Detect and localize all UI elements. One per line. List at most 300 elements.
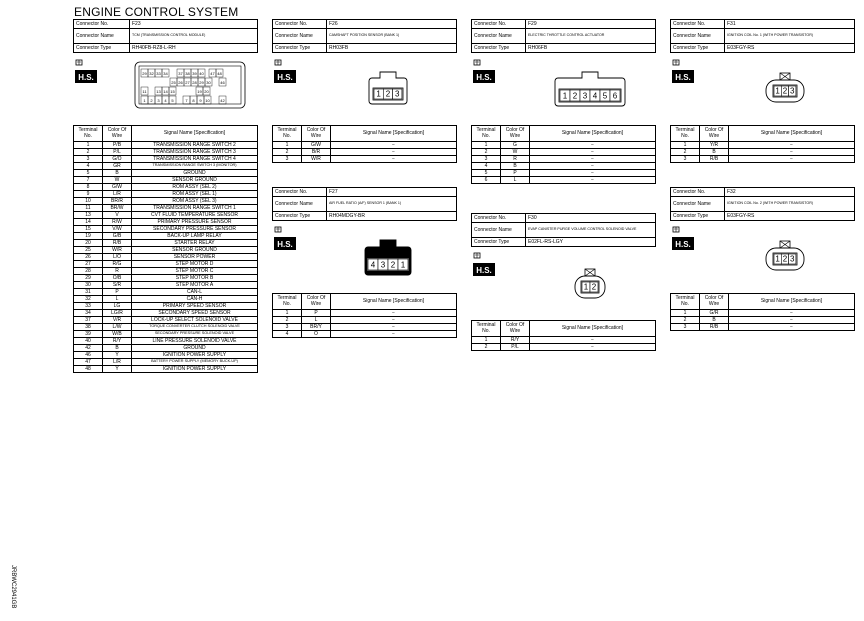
connector-no-value: F29 (526, 20, 656, 29)
connector-f32-face (763, 240, 807, 272)
pin-label: 2 (150, 98, 153, 103)
connector-f31-face (763, 72, 807, 104)
connector-f31-header (670, 19, 855, 53)
pin-label: 25 (171, 80, 176, 85)
signal-name-cell: − (530, 149, 656, 156)
wire-color-cell: BR/W (103, 205, 132, 212)
table-row (74, 233, 258, 240)
wire-color-cell: G/R (700, 310, 729, 317)
connector-no-label: Connector No. (671, 20, 725, 29)
wire-color-cell: G/W (103, 184, 132, 191)
table-row (472, 156, 656, 163)
svg-text:H.S.: H.S. (277, 73, 293, 82)
table-row (472, 149, 656, 156)
signal-name-cell: SECONDARY PRESSURE SOLENOID VALVE (132, 331, 258, 338)
wire-color-cell: W/R (302, 156, 331, 163)
pin-label: 14 (163, 89, 168, 94)
wire-color-cell: R/G (103, 261, 132, 268)
wire-color-cell: GR (103, 163, 132, 170)
wire-color-cell: P (103, 289, 132, 296)
pin-label: 9 (199, 98, 202, 103)
connector-f23-terminal-table (73, 125, 258, 373)
table-row (74, 331, 258, 338)
pin-label: 3 (157, 98, 160, 103)
terminal-no-cell: 3 (74, 156, 103, 163)
table-row (74, 219, 258, 226)
connector-name-value: IGNITION COIL No. 2 (WITH POWER TRANSISTOR) (725, 197, 855, 212)
connector-type-value: RH40FB-RZ8-L-RH (130, 44, 258, 53)
connector-name-label: Connector Name (472, 223, 526, 238)
signal-name-cell: − (530, 344, 656, 351)
svg-text:H.S.: H.S. (675, 73, 691, 82)
connector-no-label: Connector No. (74, 20, 130, 29)
connector-f32-header (670, 187, 855, 221)
table-row (74, 345, 258, 352)
signal-name-cell: − (331, 142, 457, 149)
terminal-no-cell: 3 (472, 156, 501, 163)
pin-label: 7 (185, 98, 188, 103)
wire-color-cell: BR/Y (302, 324, 331, 331)
terminal-no-cell: 5 (74, 170, 103, 177)
pin-label: 2 (591, 282, 597, 292)
signal-name-cell: IGNITION POWER SUPPLY (132, 352, 258, 359)
connector-f26-header (272, 19, 457, 53)
table-row (74, 359, 258, 366)
pin-label: 42 (220, 98, 225, 103)
connector-type-label: Connector Type (273, 212, 327, 221)
signal-name-cell: − (331, 324, 457, 331)
wire-color-cell: L (501, 177, 530, 184)
signal-name-cell: TRANSMISSION RANGE SWITCH 2 (132, 142, 258, 149)
connector-f29-terminal-table (471, 125, 656, 184)
wire-color-cell: LG (103, 303, 132, 310)
wire-color-cell: Y (103, 352, 132, 359)
terminal-no-cell: 3 (273, 156, 302, 163)
signal-name-cell: SENSOR GROUND (132, 247, 258, 254)
connector-f30-face (572, 268, 608, 300)
wire-color-header: Color Of Wire (103, 126, 132, 142)
table-row (74, 184, 258, 191)
connector-no-value: F26 (327, 20, 457, 29)
connector-f29-face (552, 70, 628, 108)
pin-label: 29 (199, 80, 204, 85)
pin-label: 10 (205, 98, 210, 103)
terminal-no-cell: 19 (74, 233, 103, 240)
signal-name-cell: − (331, 317, 457, 324)
terminal-no-cell: 39 (74, 331, 103, 338)
pin-label: 47 (210, 71, 215, 76)
terminal-no-cell: 31 (74, 289, 103, 296)
pin-label: 15 (170, 89, 175, 94)
signal-name-header: Signal Name [Specification] (729, 294, 855, 310)
pin-label: 37 (178, 71, 183, 76)
wire-color-cell: P (302, 310, 331, 317)
pin-label: 11 (142, 89, 147, 94)
connector-name-value: CAMSHAFT POSITION SENSOR (BANK 1) (327, 29, 457, 44)
wire-color-cell: R/B (700, 156, 729, 163)
terminal-no-cell: 1 (74, 142, 103, 149)
connector-no-value: F27 (327, 188, 457, 197)
signal-name-cell: − (530, 177, 656, 184)
terminal-no-header: Terminal No. (472, 321, 501, 337)
signal-name-cell: SENSOR GROUND (132, 177, 258, 184)
terminal-no-cell: 1 (273, 310, 302, 317)
pin-label: 5 (602, 91, 608, 101)
table-row (74, 170, 258, 177)
table-row (74, 324, 258, 331)
terminal-no-header: Terminal No. (472, 126, 501, 142)
connector-name-value: AIR FUEL RATIO (A/F) SENSOR 1 (BANK 1) (327, 197, 457, 212)
connector-no-value: F32 (725, 188, 855, 197)
terminal-no-cell: 29 (74, 275, 103, 282)
table-row (273, 156, 457, 163)
signal-name-cell: TRANSMISSION RANGE SWITCH 4 (132, 156, 258, 163)
wire-color-cell: G/O (103, 156, 132, 163)
table-row (74, 142, 258, 149)
wire-color-header: Color Of Wire (700, 126, 729, 142)
signal-name-cell: STEP MOTOR D (132, 261, 258, 268)
table-row (74, 240, 258, 247)
wire-color-cell: Y/R (700, 142, 729, 149)
signal-name-cell: − (331, 310, 457, 317)
signal-name-header: Signal Name [Specification] (331, 126, 457, 142)
pin-label: 2 (385, 89, 391, 99)
terminal-no-cell: 32 (74, 296, 103, 303)
terminal-no-cell: 2 (671, 317, 700, 324)
wire-color-cell: L (302, 317, 331, 324)
connector-name-value: ELECTRIC THROTTLE CONTROL ACTUATOR (526, 29, 656, 44)
table-row (74, 198, 258, 205)
connector-f26-face (366, 70, 410, 106)
pin-label: 8 (192, 98, 195, 103)
wire-color-cell: P/L (501, 344, 530, 351)
table-row (74, 177, 258, 184)
wire-color-cell: G (501, 142, 530, 149)
pin-label: 34 (163, 71, 168, 76)
terminal-no-cell: 3 (273, 324, 302, 331)
connector-type-value: E02FL-RS-LGY (526, 238, 656, 247)
wire-color-cell: R/B (103, 240, 132, 247)
wire-color-cell: B (501, 163, 530, 170)
table-row (74, 352, 258, 359)
signal-name-header: Signal Name [Specification] (331, 294, 457, 310)
table-row (671, 156, 855, 163)
pin-label: 39 (192, 71, 197, 76)
pin-label: 46 (220, 80, 225, 85)
terminal-no-header: Terminal No. (273, 126, 302, 142)
connector-f29-header (471, 19, 656, 53)
wire-color-cell: O (302, 331, 331, 338)
terminal-no-cell: 2 (671, 149, 700, 156)
connector-name-label: Connector Name (74, 29, 130, 44)
connector-type-value: RH06FB (526, 44, 656, 53)
wire-color-cell: B/R (302, 149, 331, 156)
table-row (74, 282, 258, 289)
terminal-no-cell: 30 (74, 282, 103, 289)
pin-label: 1 (775, 254, 780, 264)
pin-label: 3 (790, 86, 795, 96)
table-row (74, 275, 258, 282)
terminal-no-cell: 27 (74, 261, 103, 268)
wire-color-cell: P (501, 170, 530, 177)
harness-side-icon (472, 252, 498, 278)
wire-color-cell: B (103, 170, 132, 177)
terminal-no-cell: 4 (472, 163, 501, 170)
connector-type-label: Connector Type (671, 212, 725, 221)
signal-name-cell: ROM ASSY (SEL 3) (132, 198, 258, 205)
signal-name-cell: LINE PRESSURE SOLENOID VALVE (132, 338, 258, 345)
pin-label: 2 (782, 86, 788, 96)
connector-name-value: TCM (TRANSMISSION CONTROL MODULE) (130, 29, 258, 44)
table-row (74, 268, 258, 275)
signal-name-cell: SECONDARY SPEED SENSOR (132, 310, 258, 317)
pin-label: 32 (149, 71, 154, 76)
terminal-no-cell: 25 (74, 247, 103, 254)
pin-label: 3 (790, 254, 795, 264)
connector-f27-header (272, 187, 457, 221)
table-row (273, 331, 457, 338)
pin-label: 38 (185, 71, 190, 76)
wire-color-header: Color Of Wire (501, 126, 530, 142)
table-row (74, 366, 258, 373)
connector-no-label: Connector No. (273, 20, 327, 29)
wire-color-cell: B (700, 149, 729, 156)
connector-type-value: RH04MDGY-BR (327, 212, 457, 221)
pin-label: 3 (380, 260, 386, 270)
signal-name-cell: − (729, 149, 855, 156)
wire-color-cell: Y (103, 366, 132, 373)
terminal-no-cell: 9 (74, 191, 103, 198)
wire-color-cell: R (103, 268, 132, 275)
connector-type-label: Connector Type (472, 44, 526, 53)
wire-color-cell: W/B (103, 331, 132, 338)
terminal-no-cell: 8 (74, 184, 103, 191)
connector-no-label: Connector No. (472, 20, 526, 29)
harness-side-icon (273, 59, 299, 85)
wire-color-cell: V/W (103, 226, 132, 233)
signal-name-cell: TRANSMISSION RANGE SWITCH 3 (132, 149, 258, 156)
pin-label: 29 (142, 71, 147, 76)
signal-name-cell: STARTER RELAY (132, 240, 258, 247)
terminal-no-cell: 40 (74, 338, 103, 345)
pin-label: 4 (370, 260, 376, 270)
signal-name-cell: GROUND (132, 170, 258, 177)
pin-label: 5 (171, 98, 174, 103)
table-row (671, 317, 855, 324)
pin-label: 1 (562, 91, 568, 101)
terminal-no-cell: 26 (74, 254, 103, 261)
terminal-no-cell: 4 (74, 163, 103, 170)
table-row (273, 324, 457, 331)
harness-side-icon (671, 226, 697, 252)
pin-label: 2 (390, 260, 396, 270)
signal-name-header: Signal Name [Specification] (530, 321, 656, 337)
connector-no-label: Connector No. (671, 188, 725, 197)
svg-text:H.S.: H.S. (277, 240, 293, 249)
table-row (74, 226, 258, 233)
wire-color-cell: L/R (103, 359, 132, 366)
table-row (74, 303, 258, 310)
pin-label: 1 (376, 89, 381, 99)
connector-f23-header (73, 19, 258, 53)
terminal-no-cell: 3 (671, 324, 700, 331)
wire-color-cell: W (501, 149, 530, 156)
table-row (74, 310, 258, 317)
signal-name-cell: − (331, 331, 457, 338)
signal-name-cell: − (530, 142, 656, 149)
signal-name-cell: − (729, 310, 855, 317)
connector-type-value: E03FGY-RS (725, 44, 855, 53)
terminal-no-cell: 38 (74, 324, 103, 331)
connector-name-value: IGNITION COIL No. 1 (WITH POWER TRANSISTOR) (725, 29, 855, 44)
table-row (273, 149, 457, 156)
terminal-no-cell: 20 (74, 240, 103, 247)
signal-name-cell: TORQUE CONVERTER CLUTCH SOLENOID VALVE (132, 324, 258, 331)
pin-label: 28 (192, 80, 197, 85)
wire-color-cell: V/R (103, 317, 132, 324)
signal-name-cell: IGNITION POWER SUPPLY (132, 366, 258, 373)
pin-label: 4 (164, 98, 167, 103)
connector-f31-terminal-table (670, 125, 855, 163)
signal-name-cell: CAN-L (132, 289, 258, 296)
wire-color-cell: L/W (103, 324, 132, 331)
terminal-no-cell: 48 (74, 366, 103, 373)
connector-f23-face (133, 60, 247, 110)
terminal-no-cell: 11 (74, 205, 103, 212)
pin-label: 19 (197, 89, 202, 94)
connector-name-value: EVAP CANISTER PURGE VOLUME CONTROL SOLENOID VALVE (526, 223, 656, 238)
terminal-no-cell: 15 (74, 226, 103, 233)
connector-name-label: Connector Name (671, 29, 725, 44)
table-row (74, 247, 258, 254)
connector-no-value: F30 (526, 214, 656, 223)
table-row (671, 149, 855, 156)
connector-no-value: F23 (130, 20, 258, 29)
terminal-no-cell: 33 (74, 303, 103, 310)
terminal-no-cell: 3 (671, 156, 700, 163)
table-row (74, 317, 258, 324)
wire-color-cell: R/Y (103, 338, 132, 345)
pin-label: 1 (583, 282, 589, 292)
pin-label: 2 (572, 91, 578, 101)
terminal-no-header: Terminal No. (273, 294, 302, 310)
table-row (74, 205, 258, 212)
wire-color-header: Color Of Wire (302, 126, 331, 142)
signal-name-cell: BATTERY POWER SUPPLY (MEMORY BUCK-UP) (132, 359, 258, 366)
wire-color-header: Color Of Wire (700, 294, 729, 310)
signal-name-cell: PRIMARY SPEED SENSOR (132, 303, 258, 310)
signal-name-cell: − (530, 337, 656, 344)
pin-label: 33 (156, 71, 161, 76)
table-row (74, 212, 258, 219)
table-row (74, 289, 258, 296)
signal-name-cell: − (530, 170, 656, 177)
pin-label: 1 (400, 260, 406, 270)
wire-color-header: Color Of Wire (501, 321, 530, 337)
wire-color-cell: R (501, 156, 530, 163)
harness-side-icon (273, 226, 299, 252)
pin-label: 30 (206, 80, 211, 85)
table-row (472, 337, 656, 344)
signal-name-cell: SENSOR POWER (132, 254, 258, 261)
connector-type-label: Connector Type (472, 238, 526, 247)
table-row (472, 170, 656, 177)
terminal-no-cell: 1 (472, 142, 501, 149)
signal-name-cell: ROM ASSY (SEL 1) (132, 191, 258, 198)
wire-color-header: Color Of Wire (302, 294, 331, 310)
connector-no-label: Connector No. (273, 188, 327, 197)
table-row (273, 317, 457, 324)
terminal-no-cell: 2 (472, 149, 501, 156)
table-row (671, 310, 855, 317)
terminal-no-cell: 1 (273, 142, 302, 149)
terminal-no-cell: 2 (472, 344, 501, 351)
connector-no-label: Connector No. (472, 214, 526, 223)
pin-label: 26 (178, 80, 183, 85)
document-code-text: JRBWC2941GB (10, 565, 16, 609)
terminal-no-cell: 1 (671, 142, 700, 149)
wire-color-cell: G/W (302, 142, 331, 149)
table-row (472, 142, 656, 149)
pin-label: 6 (612, 91, 618, 101)
wire-color-cell: BR/R (103, 198, 132, 205)
table-row (472, 344, 656, 351)
pin-label: 13 (156, 89, 161, 94)
connector-f26-terminal-table (272, 125, 457, 163)
connector-type-label: Connector Type (273, 44, 327, 53)
connector-type-value: E03FGY-RS (725, 212, 855, 221)
table-row (74, 338, 258, 345)
terminal-no-cell: 5 (472, 170, 501, 177)
page-title: ENGINE CONTROL SYSTEM (74, 5, 239, 19)
signal-name-header: Signal Name [Specification] (729, 126, 855, 142)
connector-f30-header (471, 213, 656, 247)
wire-color-cell: LG/R (103, 310, 132, 317)
signal-name-cell: − (530, 163, 656, 170)
wire-color-cell: R/Y (501, 337, 530, 344)
wire-color-cell: L (103, 296, 132, 303)
pin-label: 2 (782, 254, 788, 264)
connector-type-label: Connector Type (671, 44, 725, 53)
pin-label: 3 (395, 89, 400, 99)
wire-color-cell: G/B (103, 233, 132, 240)
connector-type-label: Connector Type (74, 44, 130, 53)
terminal-no-header: Terminal No. (671, 294, 700, 310)
connector-name-label: Connector Name (671, 197, 725, 212)
pin-label: 40 (199, 71, 204, 76)
pin-label: 4 (592, 91, 598, 101)
connector-f27-terminal-table (272, 293, 457, 338)
signal-name-cell: STEP MOTOR C (132, 268, 258, 275)
pin-label: 1 (775, 86, 780, 96)
signal-name-cell: − (729, 317, 855, 324)
terminal-no-cell: 37 (74, 317, 103, 324)
pin-label: 1 (143, 98, 146, 103)
signal-name-cell: − (331, 149, 457, 156)
wire-color-cell: B (700, 317, 729, 324)
connector-name-label: Connector Name (472, 29, 526, 44)
pin-label: 27 (185, 80, 190, 85)
connector-type-value: RH03FB (327, 44, 457, 53)
wire-color-cell: W (103, 177, 132, 184)
harness-side-icon (472, 59, 498, 85)
connector-f32-terminal-table (670, 293, 855, 331)
signal-name-cell: STEP MOTOR A (132, 282, 258, 289)
wire-color-cell: R/W (103, 219, 132, 226)
wire-color-cell: V (103, 212, 132, 219)
terminal-no-cell: 2 (74, 149, 103, 156)
pin-label: 3 (582, 91, 588, 101)
